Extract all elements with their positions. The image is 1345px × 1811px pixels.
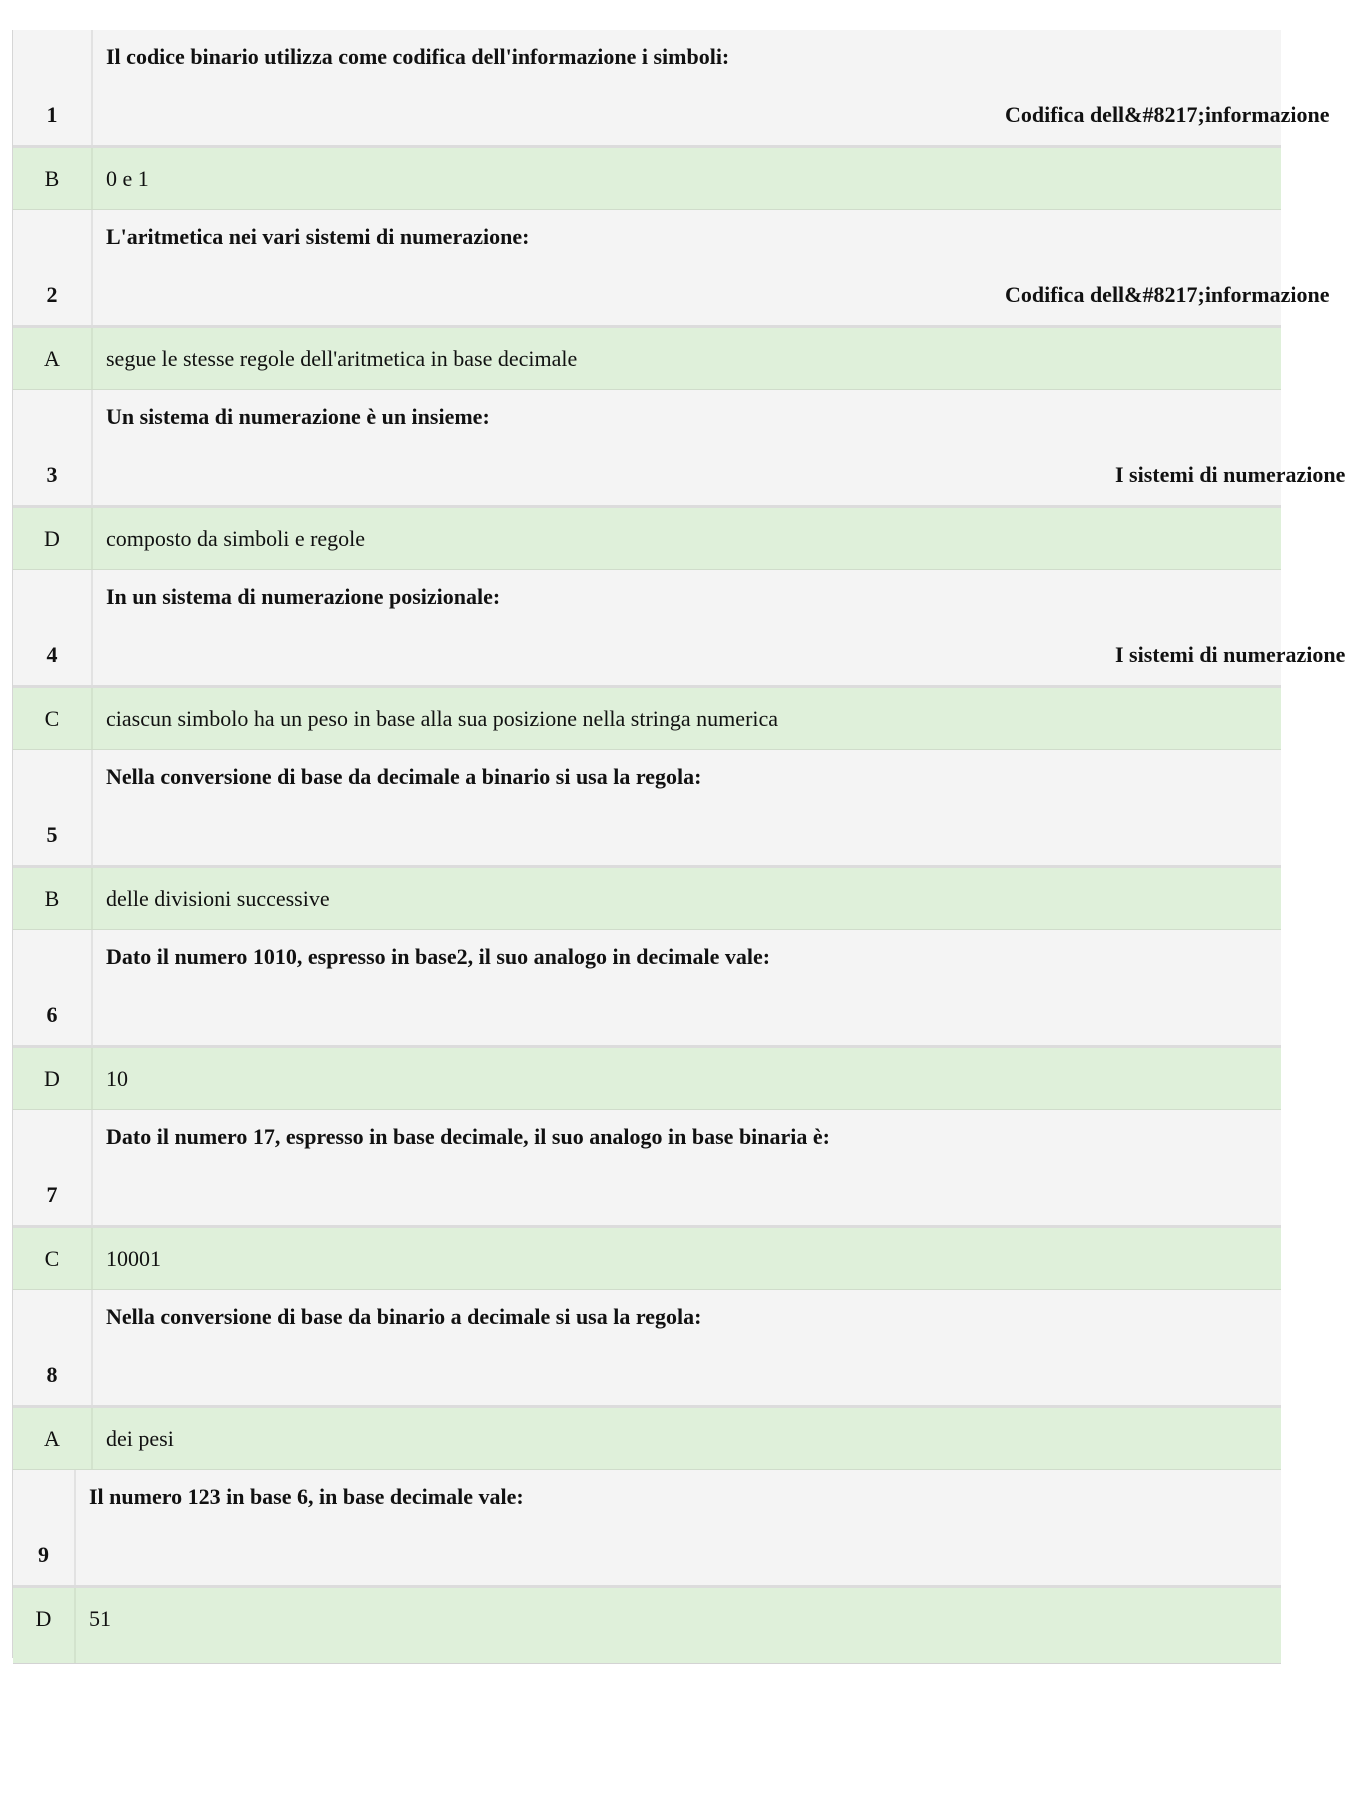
answer-letter-cell	[13, 688, 93, 749]
answer-letter: C	[44, 706, 60, 731]
question-topic: I sistemi di numerazione	[1115, 642, 1345, 667]
answer-text: delle divisioni successive	[106, 886, 330, 911]
answer-letter: A	[44, 1426, 60, 1451]
answer-text: segue le stesse regole dell'aritmetica in base decimale	[106, 346, 578, 371]
question-text: L'aritmetica nei vari sistemi di numerazione:	[106, 224, 530, 249]
question-number: 2	[46, 282, 58, 307]
answer-row	[13, 328, 1281, 390]
answer-row	[13, 688, 1281, 750]
question-number-cell	[13, 570, 93, 685]
answer-text: ciascun simbolo ha un peso in base alla sua posizione nella stringa numerica	[106, 706, 779, 731]
answer-letter: C	[44, 1246, 60, 1271]
answer-letter: B	[44, 166, 60, 191]
answer-text: dei pesi	[106, 1426, 174, 1451]
question-text: Il numero 123 in base 6, in base decimale vale:	[89, 1484, 524, 1509]
question-number: 8	[46, 1362, 58, 1387]
answer-letter-cell	[13, 1048, 93, 1109]
question-row	[13, 930, 1281, 1048]
question-number: 4	[46, 642, 58, 667]
answer-letter-cell	[13, 868, 93, 929]
question-number-cell	[13, 210, 93, 325]
answer-text: 0 e 1	[106, 166, 149, 191]
question-number: 1	[46, 102, 58, 127]
answer-letter-cell	[13, 148, 93, 209]
question-row	[13, 210, 1330, 328]
question-number-cell	[13, 1290, 93, 1405]
question-row	[13, 1290, 1281, 1408]
question-number-cell	[13, 750, 93, 865]
answer-row	[13, 1048, 1281, 1110]
answer-text: 51	[89, 1606, 111, 1631]
answer-row	[13, 1228, 1281, 1290]
question-topic: Codifica dell&#8217;informazione	[1005, 102, 1330, 127]
question-row	[13, 570, 1345, 688]
answer-letter-cell	[13, 508, 93, 569]
question-text: Dato il numero 17, espresso in base decimale, il suo analogo in base binaria è:	[106, 1124, 831, 1149]
question-number: 9	[38, 1542, 49, 1567]
question-number-cell	[13, 930, 93, 1045]
answer-letter: D	[44, 1066, 60, 1091]
answer-row	[13, 868, 1281, 930]
answer-letter: D	[35, 1606, 52, 1631]
answer-letter-cell	[13, 1408, 93, 1469]
answer-row	[13, 1588, 1281, 1664]
answer-letter: D	[44, 526, 60, 551]
answer-row	[13, 508, 1281, 570]
answer-letter-cell	[13, 1228, 93, 1289]
question-text: Nella conversione di base da decimale a binario si usa la regola:	[106, 764, 702, 789]
question-row	[13, 750, 1281, 868]
answer-text: 10	[106, 1066, 128, 1091]
answer-letter-cell	[13, 1588, 76, 1663]
question-text: In un sistema di numerazione posizionale:	[106, 584, 501, 609]
answer-row	[13, 148, 1281, 210]
question-number-cell	[13, 1470, 76, 1585]
quiz-table	[12, 30, 1345, 1658]
answer-text: composto da simboli e regole	[106, 526, 366, 551]
question-text: Dato il numero 1010, espresso in base2, il suo analogo in decimale vale:	[106, 944, 771, 969]
question-topic: Codifica dell&#8217;informazione	[1005, 282, 1330, 307]
question-number: 7	[46, 1182, 58, 1207]
question-number: 6	[46, 1002, 58, 1027]
question-row	[13, 1470, 1281, 1588]
question-row	[13, 30, 1330, 148]
question-number: 5	[46, 822, 58, 847]
question-number: 3	[46, 462, 58, 487]
question-number-cell	[13, 1110, 93, 1225]
question-row	[13, 390, 1345, 508]
question-text: Il codice binario utilizza come codifica dell'informazione i simboli:	[106, 44, 730, 69]
question-number-cell	[13, 30, 93, 145]
answer-text: 10001	[106, 1246, 161, 1271]
question-text: Un sistema di numerazione è un insieme:	[106, 404, 490, 429]
question-topic: I sistemi di numerazione	[1115, 462, 1345, 487]
question-row	[13, 1110, 1281, 1228]
question-number-cell	[13, 390, 93, 505]
question-text: Nella conversione di base da binario a decimale si usa la regola:	[106, 1304, 702, 1329]
answer-letter: B	[44, 886, 60, 911]
answer-row	[13, 1408, 1281, 1470]
answer-letter: A	[44, 346, 60, 371]
answer-letter-cell	[13, 328, 93, 389]
